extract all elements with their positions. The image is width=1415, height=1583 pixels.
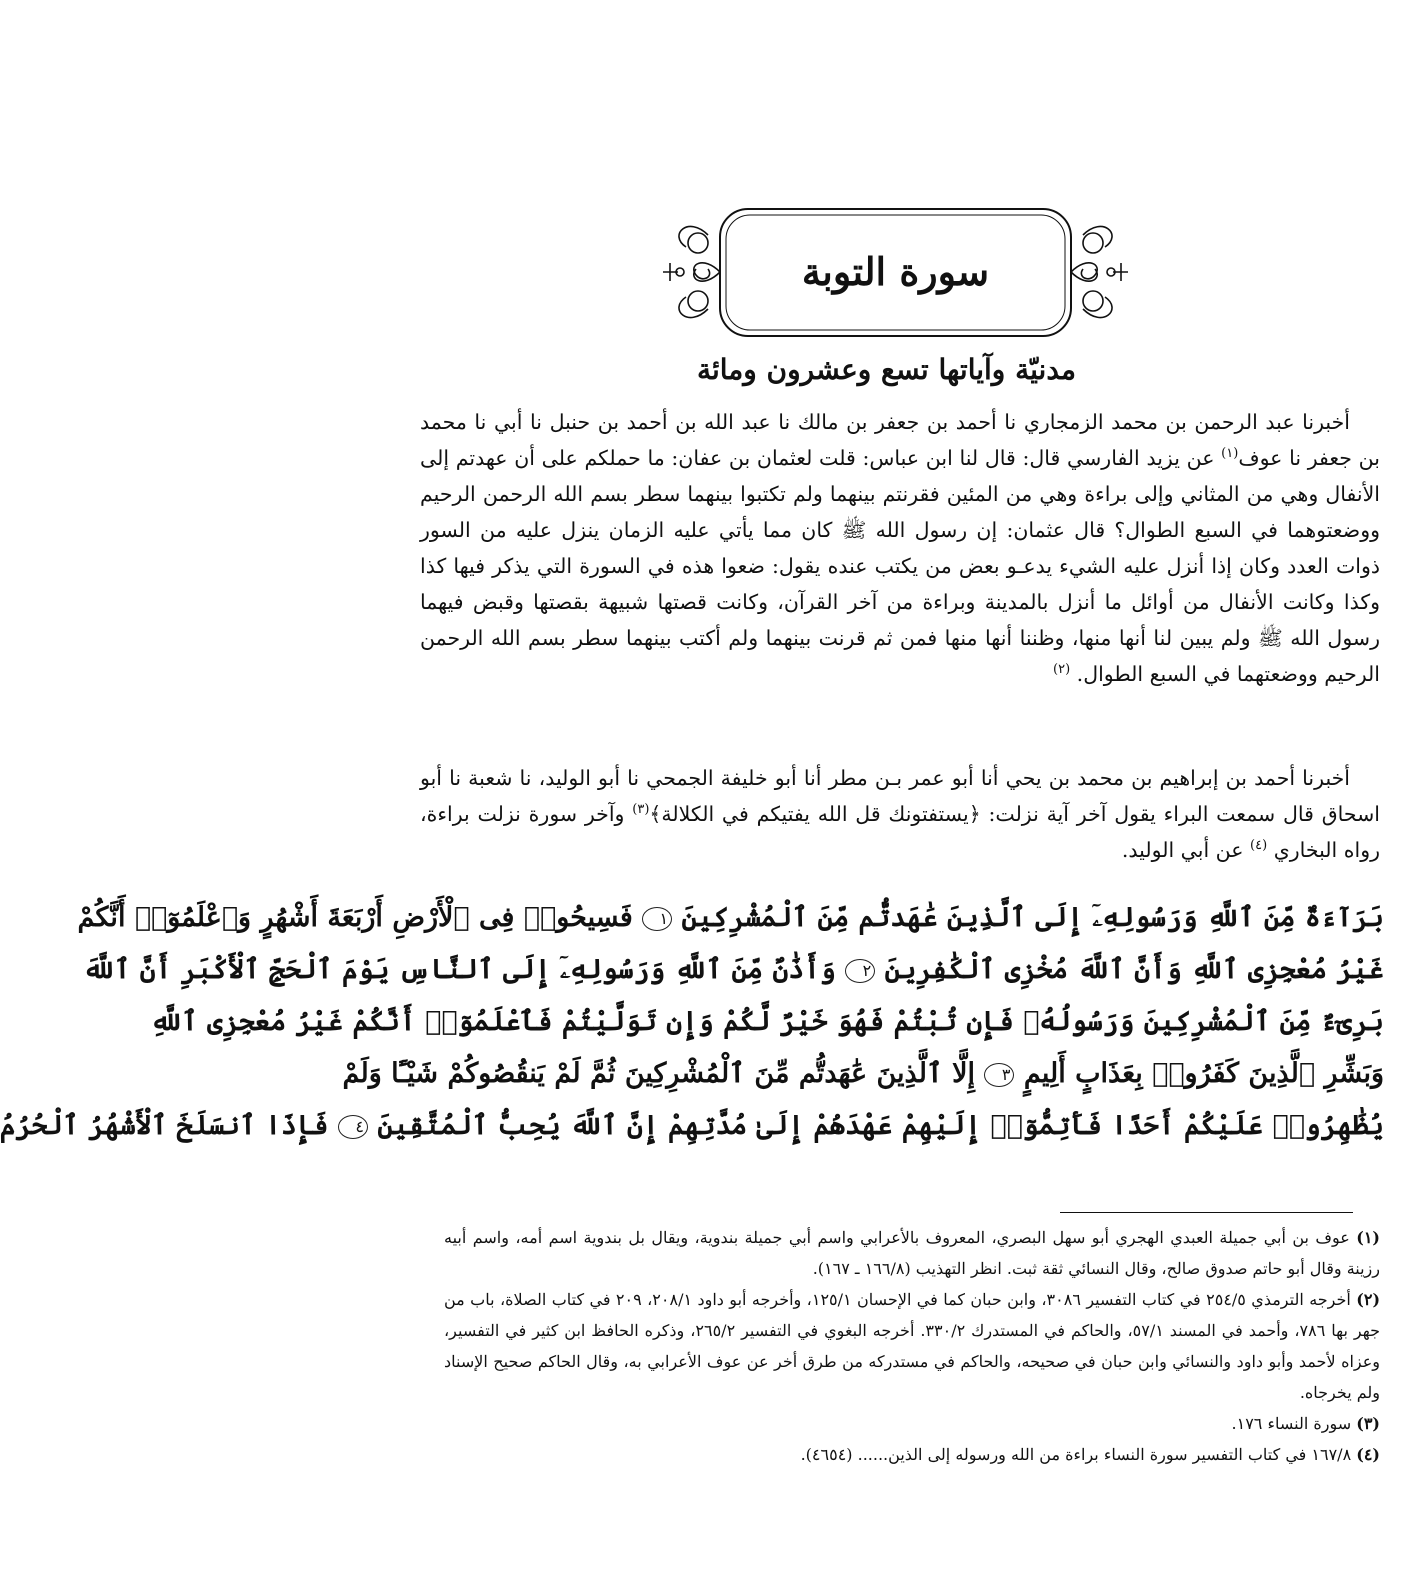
footnote-3 — [444, 1408, 1380, 1439]
verse-line — [82, 944, 1384, 996]
verse-text: بَرِىٓءٌ مِّنَ ٱلْمُشْرِكِينَ وَرَسُولُهُۥ فَإِن تُبْتُمْ فَهُوَ خَيْرٌ لَّكُمْ وَإِن تَوَلَّيْتُمْ فَٱعْلَمُوٓا۟ أَنَّكُمْ غَيْرُ مُعْجِزِى ٱللَّهِ — [150, 1006, 1384, 1037]
footnote-text: سورة النساء ١٧٦. — [1231, 1414, 1352, 1433]
surah-subtitle: مدنيّة وآياتها تسع وعشرون ومائة — [696, 353, 1077, 386]
verse-text: بَرَآءَةٌ مِّنَ ٱللَّهِ وَرَسُولِهِۦٓ إِلَى ٱلَّذِينَ عَٰهَدتُّم مِّنَ ٱلْمُشْرِكِينَ — [681, 902, 1384, 933]
paragraph-text: أخبرنا عبد الرحمن بن محمد الزمجاري نا أحمد بن جعفر بن مالك نا عبد الله بن أحمد بن حنبل نا أبي نا محمد بن جعفر نا عوف — [420, 410, 1380, 470]
footnote-ref-4[interactable]: (٤) — [1250, 838, 1268, 854]
footnote-divider — [1060, 1212, 1353, 1213]
footnote-ref-3[interactable]: (٣) — [632, 802, 650, 818]
footnote-number: (٤) — [1356, 1445, 1380, 1464]
hadith-paragraph-1 — [420, 404, 1380, 692]
verse-text: فَسِيحُوا۟ فِى ٱلْأَرْضِ أَرْبَعَةَ أَشْهُرٍ وَٱعْلَمُوٓا۟ أَنَّكُمْ — [77, 902, 633, 933]
paragraph-text: أخبرنا أحمد بن إبراهيم بن محمد بن يحي أنا أبو عمر بـن مطر أنا أبو خليفة الجمحي نا أبو الوليد، نا شعبة نا أبو اسحاق قال سمعت البراء يقول آخر آية نزلت: ﴿يستفتونك قل الله يفتيكم في الكلالة﴾ — [420, 766, 1380, 826]
ayah-number-marker: ٤ — [338, 1115, 368, 1139]
paragraph-text: وآخر سورة نزلت براءة، رواه البخاري — [420, 802, 1380, 862]
verse-line — [150, 996, 1384, 1048]
surah-title-frame — [658, 205, 1133, 340]
ayah-number-marker: ٣ — [984, 1063, 1014, 1087]
verse-text: وَبَشِّرِ ٱلَّذِينَ كَفَرُوا۟ بِعَذَابٍ أَلِيمٍ — [1023, 1058, 1384, 1089]
footnote-number: (١) — [1356, 1228, 1380, 1247]
verse-text: إِلَّا ٱلَّذِينَ عَٰهَدتُّم مِّنَ ٱلْمُشْرِكِينَ ثُمَّ لَمْ يَنقُصُوكُمْ شَيْـًٔا وَلَمْ — [342, 1058, 976, 1089]
quran-verses — [0, 892, 1384, 1152]
ayah-number-marker: ١ — [642, 907, 672, 931]
footnote-text: ١٦٧/٨ في كتاب التفسير سورة النساء براءة من الله ورسوله إلى الذين...... (٤٦٥٤). — [800, 1445, 1352, 1464]
footnote-number: (٣) — [1356, 1414, 1380, 1433]
verse-line — [77, 892, 1384, 944]
verse-line — [342, 1048, 1384, 1100]
surah-title: سورة التوبة — [801, 249, 990, 294]
footnote-text: عوف بن أبي جميلة العبدي الهجري أبو سهل البصري، المعروف بالأعرابي واسم أبي جميلة بندوية، ويقال بل بندوية اسم أمه، واسم أبيه رزينة وقال أبو حاتم صدوق صالح، وقال النسائي ثقة ثبت. انظر التهذيب (١٦٦/٨ ـ ١٦٧). — [444, 1228, 1380, 1278]
verse-text: وَأَذَٰنٌ مِّنَ ٱللَّهِ وَرَسُولِهِۦٓ إِلَى ٱلنَّاسِ يَوْمَ ٱلْحَجِّ ٱلْأَكْبَرِ أَنَّ ٱللَّهَ — [82, 954, 836, 985]
verse-text: فَإِذَا ٱنسَلَخَ ٱلْأَشْهُرُ ٱلْحُرُمُ — [0, 1110, 329, 1141]
footnote-2 — [444, 1284, 1380, 1408]
paragraph-text: عن يزيد الفارسي قال: قال لنا ابن عباس: قلت لعثمان بن عفان: ما حملكم على أن عهدتم إلى الأنفال وهي من المثاني وإلى براءة وهي من المئين فقرنتم بينهما ولم تكتبوا بينهما سطر بسم الله الرحمن الرحيم ووضعتوهما في السبع الطوال؟ قال عثمان: إن رسول الله ﷺ كان مما يأتي عليه الزمان ينزل عليه من السور ذوات العدد وكان إذا أنزل عليه الشيء يدعـو بعض من يكتب عنده يقول: ضعوا هذه في السورة التي يذكر فيها كذا وكذا وكانت الأنفال من أوائل ما أنزل بالمدينة وبراءة من آخر القرآن، وكانت قصتها شبيهة بقصتها وقبض فيهما رسول الله ﷺ ولم يبين لنا أنها منها، وظننا أنها منها فمن ثم قرنت بينهما ولم أكتب بينهما سطر بسم الله الرحمن الرحيم ووضعتهما في السبع الطوال. — [420, 446, 1380, 686]
footnote-ref-1[interactable]: (١) — [1221, 446, 1239, 462]
paragraph-text: عن أبي الوليد. — [1121, 838, 1251, 862]
ayah-number-marker: ٢ — [845, 959, 875, 983]
verse-text: غَيْرُ مُعْجِزِى ٱللَّهِ وَأَنَّ ٱللَّهَ مُخْزِى ٱلْكَٰفِرِينَ — [884, 954, 1384, 985]
hadith-paragraph-2 — [420, 760, 1380, 868]
footnotes — [444, 1222, 1380, 1470]
verse-line — [0, 1100, 1384, 1152]
footnote-ref-2[interactable]: (٢) — [1053, 662, 1071, 678]
footnote-text: أخرجه الترمذي ٢٥٤/٥ في كتاب التفسير ٣٠٨٦، وابن حبان كما في الإحسان ١٢٥/١، وأخرجه أبو داود ٢٠٨/١، ٢٠٩ في كتاب الصلاة، باب من جهر بها ٧٨٦، وأحمد في المسند ٥٧/١، والحاكم في المستدرك ٣٣٠/٢. أخرجه البغوي في التفسير ٢٦٥/٢، وذكره الحافظ ابن كثير في التفسير، وعزاه لأحمد وأبو داود والنسائي وابن حبان في صحيحه، والحاكم في مستدركه من طرق أخر عن عوف الأعرابي به، وقال الحاكم صحيح الإسناد ولم يخرجاه. — [444, 1290, 1380, 1402]
footnote-number: (٢) — [1356, 1290, 1381, 1309]
footnote-4 — [444, 1439, 1380, 1470]
verse-text: يُظَٰهِرُوا۟ عَلَيْكُمْ أَحَدًا فَأَتِمُّوٓا۟ إِلَيْهِمْ عَهْدَهُمْ إِلَىٰ مُدَّتِهِمْ إِنَّ ٱللَّهَ يُحِبُّ ٱلْمُتَّقِينَ — [377, 1110, 1384, 1141]
footnote-1 — [444, 1222, 1380, 1284]
